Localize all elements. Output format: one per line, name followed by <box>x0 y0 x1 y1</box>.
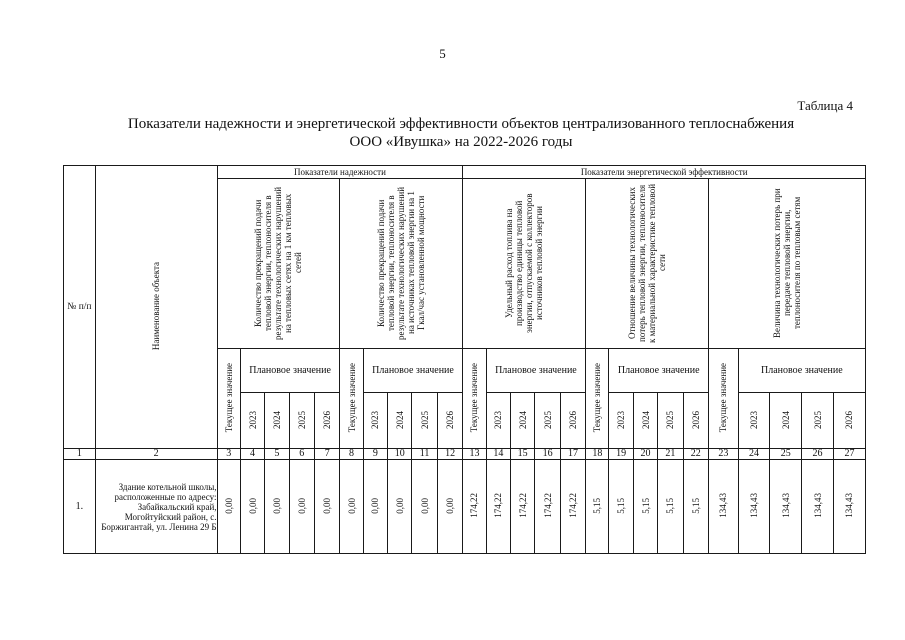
column-number: 3 <box>217 449 240 460</box>
value-cell: 0,00 <box>289 460 314 554</box>
header-year: 2026 <box>437 393 463 449</box>
column-number: 15 <box>511 449 535 460</box>
header-year: 2023 <box>363 393 387 449</box>
header-current-value: Текущее значение <box>340 349 363 449</box>
value-cell: 0,00 <box>412 460 437 554</box>
column-number: 25 <box>770 449 802 460</box>
header-year: 2026 <box>314 393 339 449</box>
value-cell: 0,00 <box>217 460 240 554</box>
header-indicator-1: Количество прекращений подачи тепловой энергии, теплоносителя в результате технологических нарушений на тепловых сетях на 1 км тепловых сетей <box>217 179 340 349</box>
header-row-number: № п/п <box>64 166 96 449</box>
value-cell: 0,00 <box>363 460 387 554</box>
column-number: 12 <box>437 449 463 460</box>
column-number: 5 <box>265 449 289 460</box>
column-number: 8 <box>340 449 363 460</box>
header-planned-value: Плановое значение <box>486 349 586 393</box>
value-cell: 0,00 <box>240 460 264 554</box>
column-number: 24 <box>738 449 770 460</box>
header-planned-value: Плановое значение <box>609 349 709 393</box>
value-cell: 174,22 <box>486 460 510 554</box>
header-year: 2025 <box>658 393 683 449</box>
header-year: 2024 <box>511 393 535 449</box>
indicators-table <box>63 165 866 554</box>
page-number: 5 <box>439 46 446 61</box>
header-year: 2026 <box>560 393 585 449</box>
header-year: 2025 <box>535 393 560 449</box>
column-number: 9 <box>363 449 387 460</box>
table-label: Таблица 4 <box>797 98 853 113</box>
header-year: 2024 <box>388 393 412 449</box>
header-current-value: Текущее значение <box>463 349 486 449</box>
column-number: 16 <box>535 449 560 460</box>
value-cell: 5,15 <box>633 460 657 554</box>
column-number: 4 <box>240 449 264 460</box>
column-number: 21 <box>658 449 683 460</box>
column-number: 1 <box>64 449 96 460</box>
header-year: 2023 <box>609 393 633 449</box>
header-year: 2025 <box>289 393 314 449</box>
header-group-reliability: Показатели надежности <box>217 166 463 179</box>
header-current-value: Текущее значение <box>709 349 739 449</box>
header-indicator-5: Величина технологических потерь при передаче тепловой энергии, теплоносителя по тепловым сетям <box>709 179 866 349</box>
value-cell: 0,00 <box>265 460 289 554</box>
column-number: 19 <box>609 449 633 460</box>
value-cell: 134,43 <box>709 460 739 554</box>
value-cell: 5,15 <box>658 460 683 554</box>
header-current-value: Текущее значение <box>586 349 609 449</box>
column-number: 7 <box>314 449 339 460</box>
value-cell: 0,00 <box>314 460 339 554</box>
column-number: 6 <box>289 449 314 460</box>
value-cell: 134,43 <box>833 460 865 554</box>
value-cell: 5,15 <box>609 460 633 554</box>
value-cell: 0,00 <box>340 460 363 554</box>
value-cell: 134,43 <box>770 460 802 554</box>
value-cell: 5,15 <box>683 460 708 554</box>
value-cell: 5,15 <box>586 460 609 554</box>
column-number: 20 <box>633 449 657 460</box>
object-name: Здание котельной школы, расположенные по адресу: Забайкальский край, Могойтуйский район, с. Боржигантай, ул. Ленина 29 Б <box>95 460 217 554</box>
column-number: 2 <box>95 449 217 460</box>
column-number: 17 <box>560 449 585 460</box>
header-year: 2023 <box>738 393 770 449</box>
header-year: 2025 <box>802 393 834 449</box>
header-planned-value: Плановое значение <box>363 349 463 393</box>
column-number: 26 <box>802 449 834 460</box>
column-number: 23 <box>709 449 739 460</box>
column-number: 27 <box>833 449 865 460</box>
header-group-efficiency: Показатели энергетической эффективности <box>463 166 866 179</box>
table-title-line-2: ООО «Ивушка» на 2022-2026 годы <box>349 134 573 150</box>
column-number: 11 <box>412 449 437 460</box>
header-indicator-4: Отношение величины технологических потерь тепловой энергии, теплоносителя к материальной характеристике тепловой сети <box>586 179 709 349</box>
header-current-value: Текущее значение <box>217 349 240 449</box>
header-year: 2026 <box>833 393 865 449</box>
header-year: 2024 <box>265 393 289 449</box>
value-cell: 174,22 <box>511 460 535 554</box>
header-year: 2023 <box>486 393 510 449</box>
header-year: 2025 <box>412 393 437 449</box>
value-cell: 134,43 <box>802 460 834 554</box>
value-cell: 0,00 <box>388 460 412 554</box>
header-planned-value: Плановое значение <box>738 349 865 393</box>
table-title-line-1: Показатели надежности и энергетической эффективности объектов централизованного теплоснабжения <box>127 116 795 132</box>
header-year: 2023 <box>240 393 264 449</box>
value-cell: 134,43 <box>738 460 770 554</box>
header-year: 2026 <box>683 393 708 449</box>
value-cell: 174,22 <box>560 460 585 554</box>
column-number: 13 <box>463 449 486 460</box>
header-object-name: Наименование объекта <box>95 166 217 449</box>
header-indicator-2: Количество прекращений подачи тепловой энергии, теплоносителя в результате технологических нарушений на источниках тепловой энергии на 1 Гкал/час установленной мощности <box>340 179 463 349</box>
header-indicator-3: Удельный расход топлива на производство единицы тепловой энергии, отпускаемой с коллекторов источников тепловой энергии <box>463 179 586 349</box>
column-number: 14 <box>486 449 510 460</box>
header-planned-value: Плановое значение <box>240 349 340 393</box>
header-year: 2024 <box>770 393 802 449</box>
value-cell: 0,00 <box>437 460 463 554</box>
value-cell: 174,22 <box>535 460 560 554</box>
value-cell: 174,22 <box>463 460 486 554</box>
header-year: 2024 <box>633 393 657 449</box>
column-number: 18 <box>586 449 609 460</box>
column-number: 22 <box>683 449 708 460</box>
column-number: 10 <box>388 449 412 460</box>
row-number: 1. <box>64 460 96 554</box>
